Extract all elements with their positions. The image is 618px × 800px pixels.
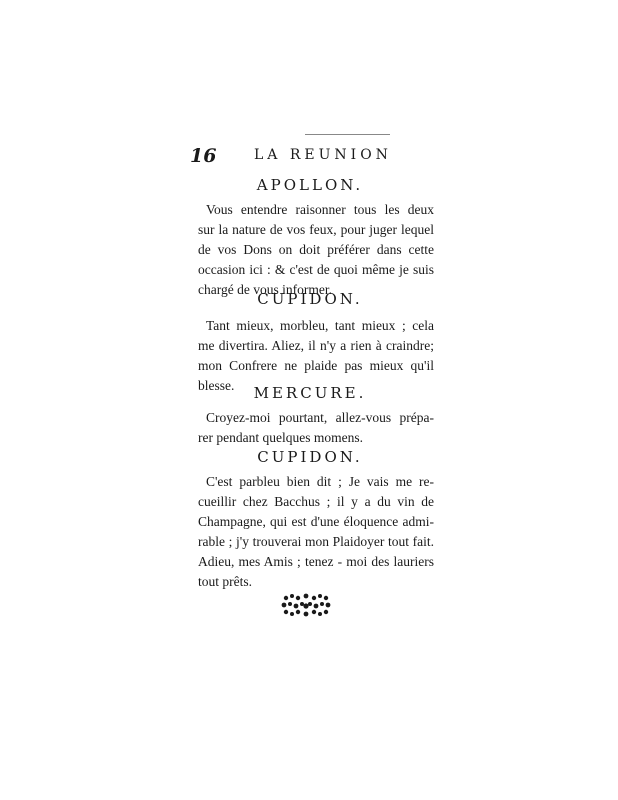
speech-line: blesse. xyxy=(198,378,235,393)
speech-cupidon-2 xyxy=(198,472,434,592)
speaker-apollon: APOLLON. xyxy=(256,176,364,194)
speech-line: chargé de vous informer. xyxy=(198,282,332,297)
speech-line: occasion ici : & c'est de quoi même je suis xyxy=(198,262,434,277)
speaker-cupidon-1: CUPIDON. xyxy=(257,290,363,308)
page-number: 16 xyxy=(190,145,217,167)
speech-line: rer pendant quelques momens. xyxy=(198,430,363,445)
tailpiece-ornament-icon xyxy=(280,592,332,618)
speech-line: cueillir chez Bacchus ; il y a du vin de xyxy=(198,494,434,509)
running-head xyxy=(190,145,420,167)
speech-line: tout prêts. xyxy=(198,574,252,589)
running-title: LA REUNION xyxy=(254,147,392,163)
speech-line: Champagne, qui est d'une éloquence admi- xyxy=(198,514,434,529)
top-rule xyxy=(305,134,390,135)
speaker-cupidon-2: CUPIDON. xyxy=(257,448,363,466)
speech-line: Tant mieux, morbleu, tant mieux ; cela xyxy=(206,318,434,333)
speech-line: de vos Dons on doit préférer dans cette xyxy=(198,242,434,257)
speech-line: C'est parbleu bien dit ; Je vais me re- xyxy=(206,474,434,489)
speech-line: rable ; j'y trouverai mon Plaidoyer tout fait. xyxy=(198,534,434,549)
speech-line: Croyez-moi pourtant, allez-vous prépa- xyxy=(206,410,434,425)
speaker-mercure: MERCURE. xyxy=(253,384,367,402)
speech-apollon xyxy=(198,200,434,300)
speech-line: sur la nature de vos feux, pour juger lequel xyxy=(198,222,434,237)
speech-line: Vous entendre raisonner tous les deux xyxy=(206,202,434,217)
speech-line: mon Confrere ne plaide pas mieux qu'il xyxy=(198,358,434,373)
speech-line: me divertira. Aliez, il n'y a rien à craindre; xyxy=(198,338,434,353)
speech-mercure xyxy=(198,408,434,448)
speech-line: Adieu, mes Amis ; tenez - moi des lauriers xyxy=(198,554,434,569)
